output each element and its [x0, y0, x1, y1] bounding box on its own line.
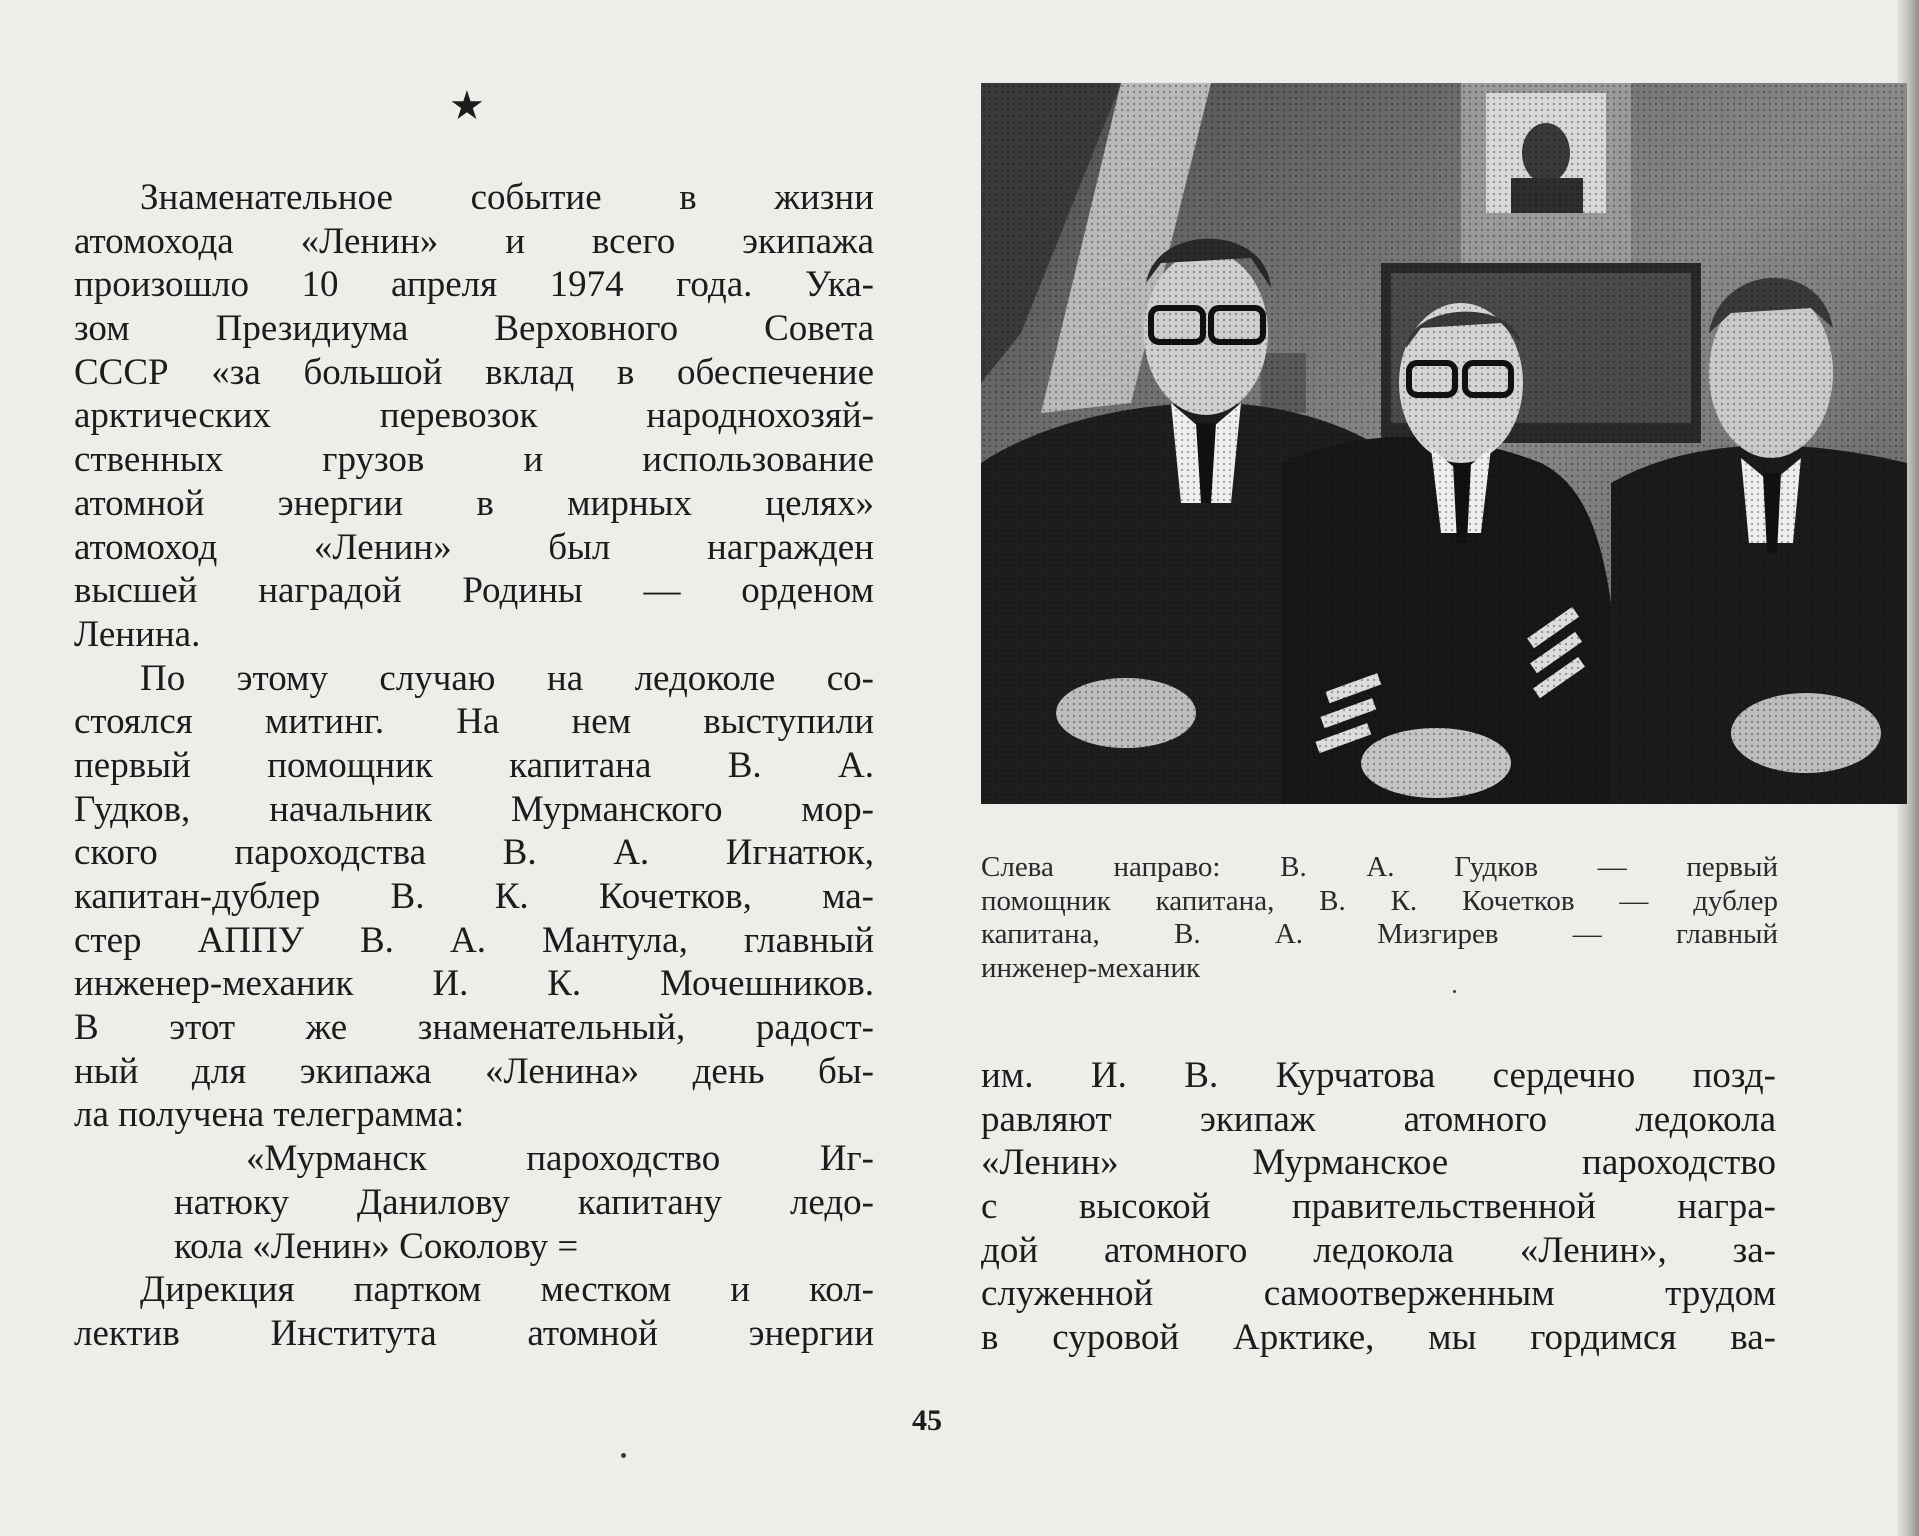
photo-caption	[981, 851, 1778, 985]
crew-photo	[981, 83, 1907, 804]
star-ornament: ★	[449, 83, 485, 128]
crew-photo-illustration	[981, 83, 1907, 804]
telegram-line: кола «Ленин» Соколову =	[174, 1225, 579, 1267]
text-line: ла получена телеграмма:	[74, 1094, 465, 1136]
text-line: им. И. В. Курчатова сердечно позд-	[981, 1055, 1776, 1096]
caption-line: капитана, В. А. Мизгирев — главный	[981, 918, 1778, 950]
text-line: В этот же знаменательный, радост-	[74, 1007, 874, 1049]
text-line: зом Президиума Верховного Совета	[74, 308, 874, 350]
page-number: 45	[912, 1404, 942, 1437]
text-line: в суровой Арктике, мы гордимся ва-	[981, 1317, 1776, 1359]
text-line: первый помощник капитана В. А.	[74, 744, 874, 786]
text-line: с высокой правительственной награ-	[981, 1186, 1776, 1228]
text-line: атомоход «Ленин» был награжден	[74, 526, 874, 568]
text-line: ского пароходства В. А. Игнатюк,	[74, 832, 874, 874]
caption-line: помощник капитана, В. К. Кочетков — дублер	[981, 884, 1778, 917]
text-line: инженер-механик И. К. Мочешников.	[74, 963, 874, 1005]
text-line: Дирекция партком местком и кол-	[140, 1269, 874, 1311]
print-speck	[621, 1453, 626, 1458]
text-line: ный для экипажа «Ленина» день бы-	[74, 1050, 874, 1092]
text-line: Гудков, начальник Мурманского мор-	[74, 788, 874, 830]
text-line: служенной самоотверженным трудом	[981, 1273, 1776, 1315]
print-speck	[1453, 990, 1456, 993]
text-line: стоялся митинг. На нем выступили	[74, 701, 874, 743]
left-text-column	[74, 176, 874, 1356]
text-line: СССР «за большой вклад в обеспечение	[74, 351, 874, 393]
text-line: Знаменательное событие в жизни	[140, 177, 874, 218]
text-line: атомохода «Ленин» и всего экипажа	[74, 220, 874, 262]
text-line: Ленина.	[74, 613, 201, 655]
text-line: произошло 10 апреля 1974 года. Ука-	[74, 264, 874, 306]
text-line: дой атомного ледокола «Ленин», за-	[981, 1229, 1776, 1271]
text-line: стер АППУ В. А. Мантула, главный	[74, 919, 874, 961]
text-line: атомной энергии в мирных целях»	[74, 482, 874, 524]
right-text-column	[981, 1054, 1776, 1360]
telegram-line: «Мурманск пароходство Иг-	[246, 1138, 874, 1180]
text-line: «Ленин» Мурманское пароходство	[981, 1142, 1776, 1184]
text-line: равляют экипаж атомного ледокола	[981, 1098, 1776, 1140]
text-line: лектив Института атомной энергии	[74, 1312, 874, 1354]
caption-line: инженер-механик	[981, 951, 1201, 984]
text-line: арктических перевозок народнохозяй-	[74, 395, 874, 437]
text-line: капитан-дублер В. К. Кочетков, ма-	[74, 876, 874, 917]
text-line: ственных грузов и использование	[74, 439, 874, 481]
telegram-line: натюку Данилову капитану ледо-	[174, 1181, 874, 1223]
caption-line: Слева направо: В. А. Гудков — первый	[981, 851, 1778, 883]
text-line: высшей наградой Родины — орденом	[74, 570, 874, 612]
text-line: По этому случаю на ледоколе со-	[140, 657, 874, 699]
